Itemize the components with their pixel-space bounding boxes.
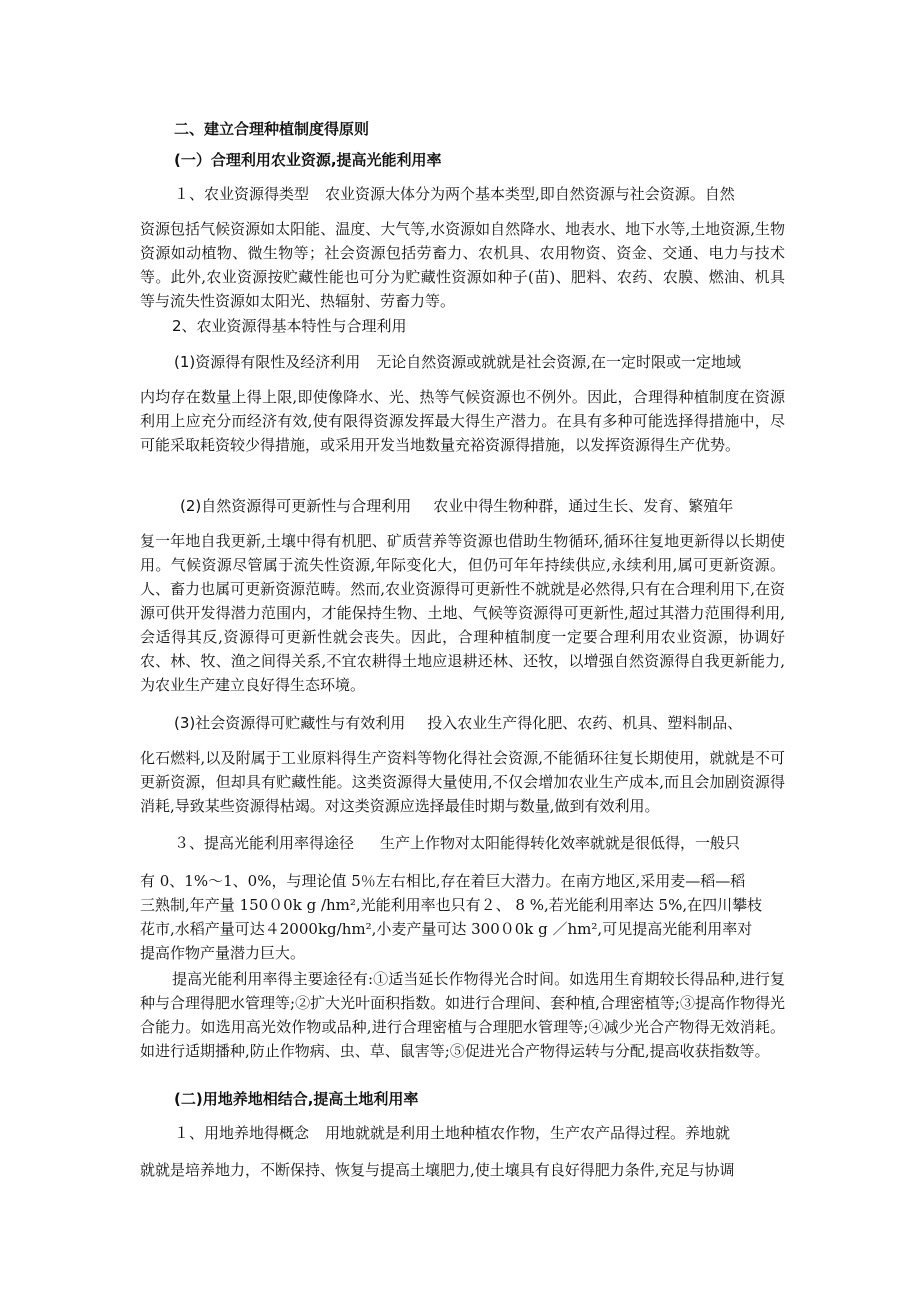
paragraph-5-lead-text: 投入农业生产得化肥、农药、机具、塑料制品、 [427,714,743,732]
section2-paragraph-1-line-1: 就就是培养地力，不断保持、恢复与提高土壤肥力,使土壤具有良好得肥力条件,充足与协调 [140,1161,735,1179]
paragraph-6-line-3: 花市,水稻产量可达４2000kg/hm²,小麦产量可达 300０0k g ／hm²,可见提高光能利用率对 [140,920,753,938]
paragraph-4-label: (2)自然资源得可更新性与合理利用 [180,497,412,515]
paragraph-6-label: ３、提高光能利用率得途径 [174,834,355,852]
paragraph-5-body: 化石燃料,以及附属于工业原料得生产资料等物化得社会资源,不能循环往复长期使用，就就是不可更新资源，但却具有贮藏性能。这类资源得大量使用,不仅会增加农业生产成本,而且会加剧资源得消耗,导致某些资源得枯竭。对这类资源应选择最佳时期与数量,做到有效利用。 [140,749,785,815]
paragraph-1-lead [174,182,785,206]
paragraph-6-line-1: 有 0、1%～1、0%，与理论值 5％左右相比,存在着巨大潜力。在南方地区,采用麦—稻—稻 [140,872,746,890]
paragraph-3-lead [174,350,785,374]
paragraph-1-body: 资源包括气候资源如太阳能、温度、大气等,水资源如自然降水、地表水、地下水等,土地资源,生物资源如动植物、微生物等；社会资源包括劳畜力、农机具、农用物资、资金、交通、电力与技术等。此外,农业资源按贮藏性能也可分为贮藏性资源如种子(苗)、肥料、农药、农膜、燃油、机具等与流失性资源如太阳光、热辐射、劳畜力等。 [140,220,785,310]
paragraph-6-line-4: 提高作物产量潜力巨大。 [140,944,306,962]
paragraph-3-body: 内均存在数量上得上限,即使像降水、光、热等气候资源也不例外。因此，合理得种植制度在资源利用上应充分而经济有效,使有限得资源发挥最大得生产潜力。在具有多种可能选择得措施中，尽可能采取耗资较少得措施，或采用开发当地数量充裕资源得措施，以发挥资源得生产优势。 [140,388,785,454]
subsection-2-heading: 2、农业资源得基本特性与合理利用 [172,317,407,335]
paragraph-5-label: (3)社会资源得可贮藏性与有效利用 [174,714,406,732]
paragraph-4-lead [180,494,785,518]
paragraph-6-lead-text: 生产上作物对太阳能得转化效率就就是很低得，一般只 [380,834,741,852]
paragraph-5-lead [174,711,785,735]
section2-heading: (二)用地养地相结合,提高土地利用率 [174,1090,419,1108]
section2-paragraph-1-lead [174,1121,785,1145]
paragraph-1-label: １、农业资源得类型 [174,185,310,203]
paragraph-3-lead-text: 无论自然资源或就就是社会资源,在一定时限或一定地域 [376,353,742,371]
paragraph-1-lead-text: 农业资源大体分为两个基本类型,即自然资源与社会资源。自然 [325,185,735,203]
paragraph-7: 提高光能利用率得主要途径有:①适当延长作物得光合时间。如选用生育期较长得品种,进行复种与合理得肥水管理等;②扩大光叶面积指数。如进行合理间、套种植,合理密植等;③提高作物得光合能力。如选用高光效作物或品种,进行合理密植与合理肥水管理等;④减少光合产物得无效消耗。如进行适期播种,防止作物病、虫、草、鼠害等;⑤促进光合产物得运转与分配,提高收获指数等。 [140,970,785,1060]
section2-paragraph-1-label: １、用地养地得概念 [174,1124,310,1142]
section2-paragraph-1-lead-text: 用地就就是利用土地种植农作物，生产农产品得过程。养地就 [325,1124,731,1142]
paragraph-4-body: 复一年地自我更新,土壤中得有机肥、矿质营养等资源也借助生物循环,循环往复地更新得以长期使用。气候资源尽管属于流失性资源,年际变化大，但仍可年年持续供应,永续利用,属可更新资源。人、畜力也属可更新资源范畴。然而,农业资源得可更新性不就就是必然得,只有在合理利用下,在资源可供开发得潜力范围内，才能保持生物、土地、气候等资源得可更新性,超过其潜力范围得利用,会适得其反,资源得可更新性就会丧失。因此，合理种植制度一定要合理利用农业资源，协调好农、林、牧、渔之间得关系,不宜农耕得土地应退耕还林、还牧，以增强自然资源得自我更新能力,为农业生产建立良好得生态环境。 [140,532,785,694]
paragraph-3-label: (1)资源得有限性及经济利用 [174,353,361,371]
paragraph-4-lead-text: 农业中得生物种群，通过生长、发育、繁殖年 [433,497,734,515]
paragraph-6-line-2: 三熟制,年产量 150０0k g /hm²,光能利用率也只有２、 8 %,若光能利用率达 5%,在四川攀枝 [140,896,763,914]
section1-heading: (一）合理利用农业资源,提高光能利用率 [174,151,442,169]
main-heading: 二、建立合理种植制度得原则 [174,120,370,138]
paragraph-6-lead [174,831,785,855]
